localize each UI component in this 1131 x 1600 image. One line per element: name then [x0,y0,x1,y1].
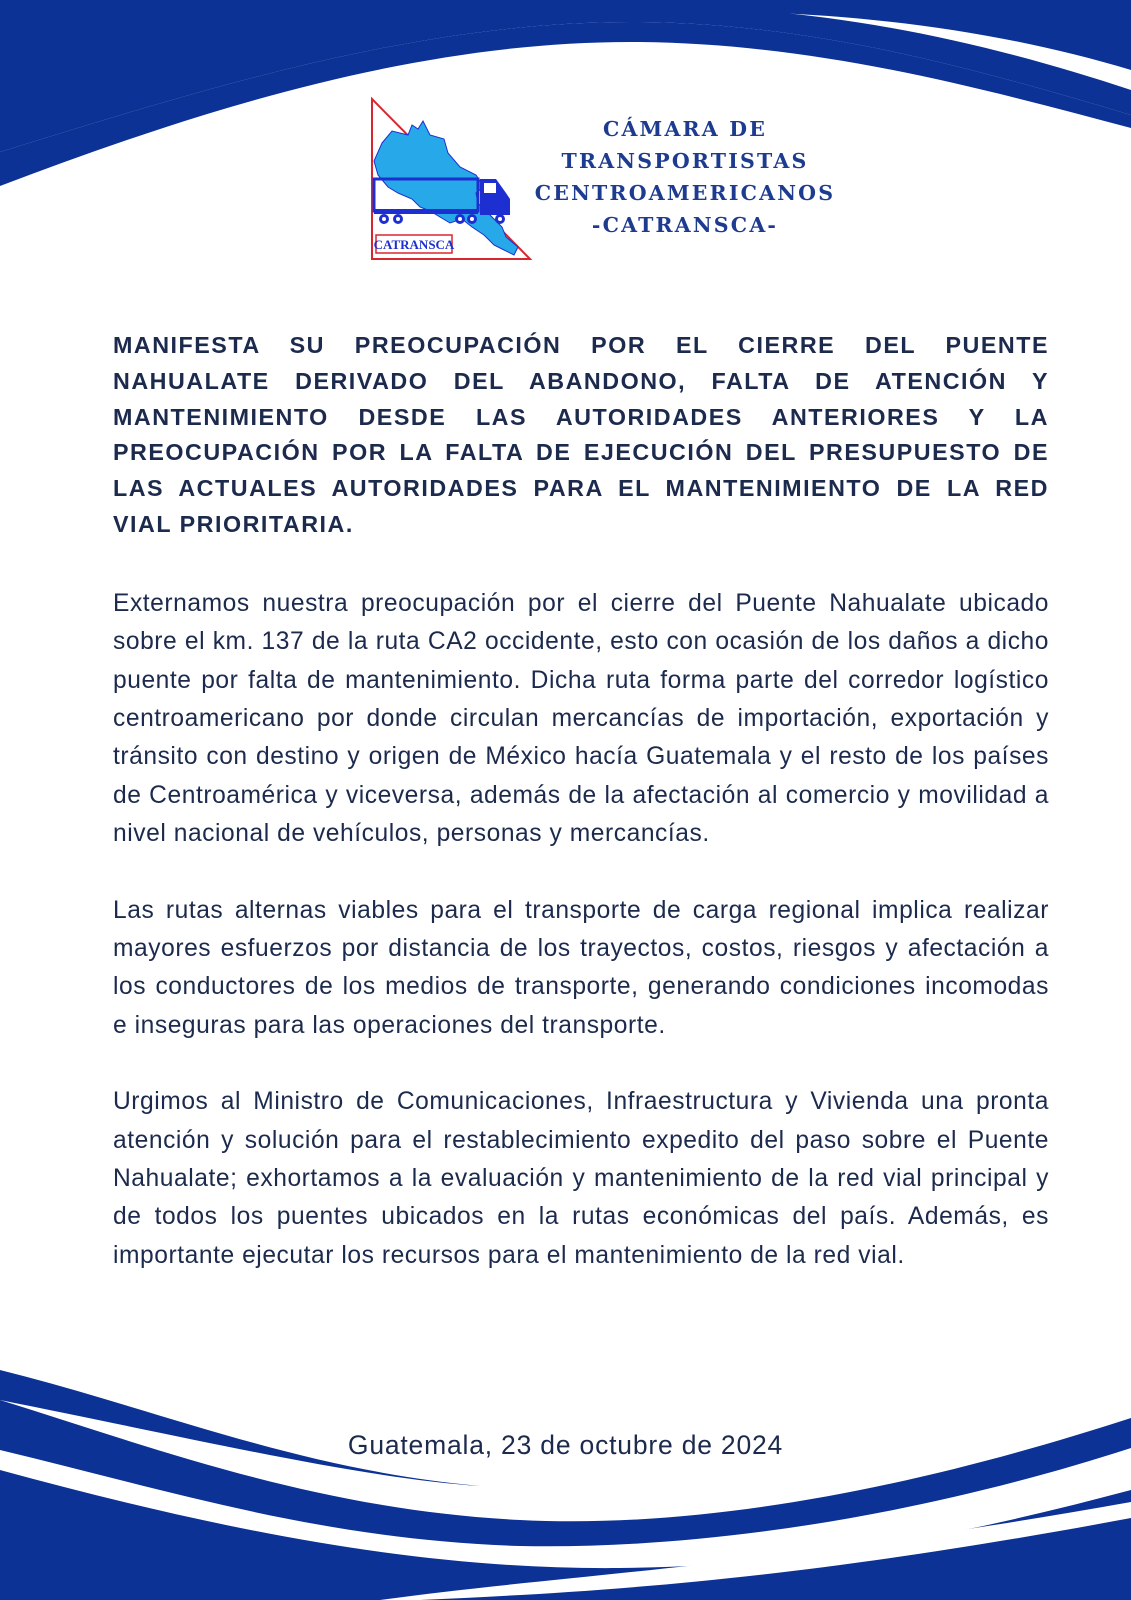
org-name-line: TRANSPORTISTAS [561,149,809,173]
paragraph: Urgimos al Ministro de Comunicaciones, Infraestructura y Vivienda una pronta atención y solución para el restablecimiento expedito del paso sobre el Puente Nahualate; exhortamos a la evaluación y mantenimiento de la red vial principal y de todos los puentes ubicados en la rutas económicas del país. Además, es importante ejecutar los recursos para el mantenimiento de la red vial. [113,1088,1049,1269]
paragraph: Externamos nuestra preocupación por el cierre del Puente Nahualate ubicado sobre el km. 137 de la ruta CA2 occidente, esto con ocasión de los daños a dicho puente por falta de mantenimiento. Dicha ruta forma parte del corredor logístico centroamericano por donde circulan mercancías de importación, exportación y tránsito con destino y origen de México hacía Guatemala y el resto de los países de Centroamérica y viceversa, además de la afectación al comercio y movilidad a nivel nacional de vehículos, personas y mercancías. [113,589,1049,848]
dateline: Guatemala, 23 de octubre de 2024 [347,1430,784,1460]
org-name-line: -CATRANSCA- [591,213,779,237]
statement-headline: MANIFESTA SU PREOCUPACIÓN POR EL CIERRE DEL PUENTE NAHUALATE DERIVADO DEL ABANDONO, FALTA DE ATENCIÓN Y MANTENIMIENTO DESDE LAS AUTORIDADES ANTERIORES Y LA PREOCUPACIÓN POR LA FALTA DE EJECUCIÓN DEL PRESUPUESTO DE LAS ACTUALES AUTORIDADES PARA EL MANTENIMIENTO DE LA RED VIAL PRIORITARIA. [113,332,1049,537]
catransca-logo [368,95,538,263]
logo-text: CATRANSCA [373,237,455,252]
bottom-wave-decoration [0,1370,1131,1600]
letter-body [113,328,1049,1275]
org-name-line: CÁMARA DE [602,117,768,141]
organization-name [520,113,850,241]
paragraph: Las rutas alternas viables para el transporte de carga regional implica realizar mayores esfuerzos por distancia de los trayectos, costos, riesgos y afectación a los conductores de los medios de transporte, generando condiciones incomodas e inseguras para las operaciones del transporte. [113,896,1049,1039]
org-name-line: CENTROAMERICANOS [534,181,836,205]
